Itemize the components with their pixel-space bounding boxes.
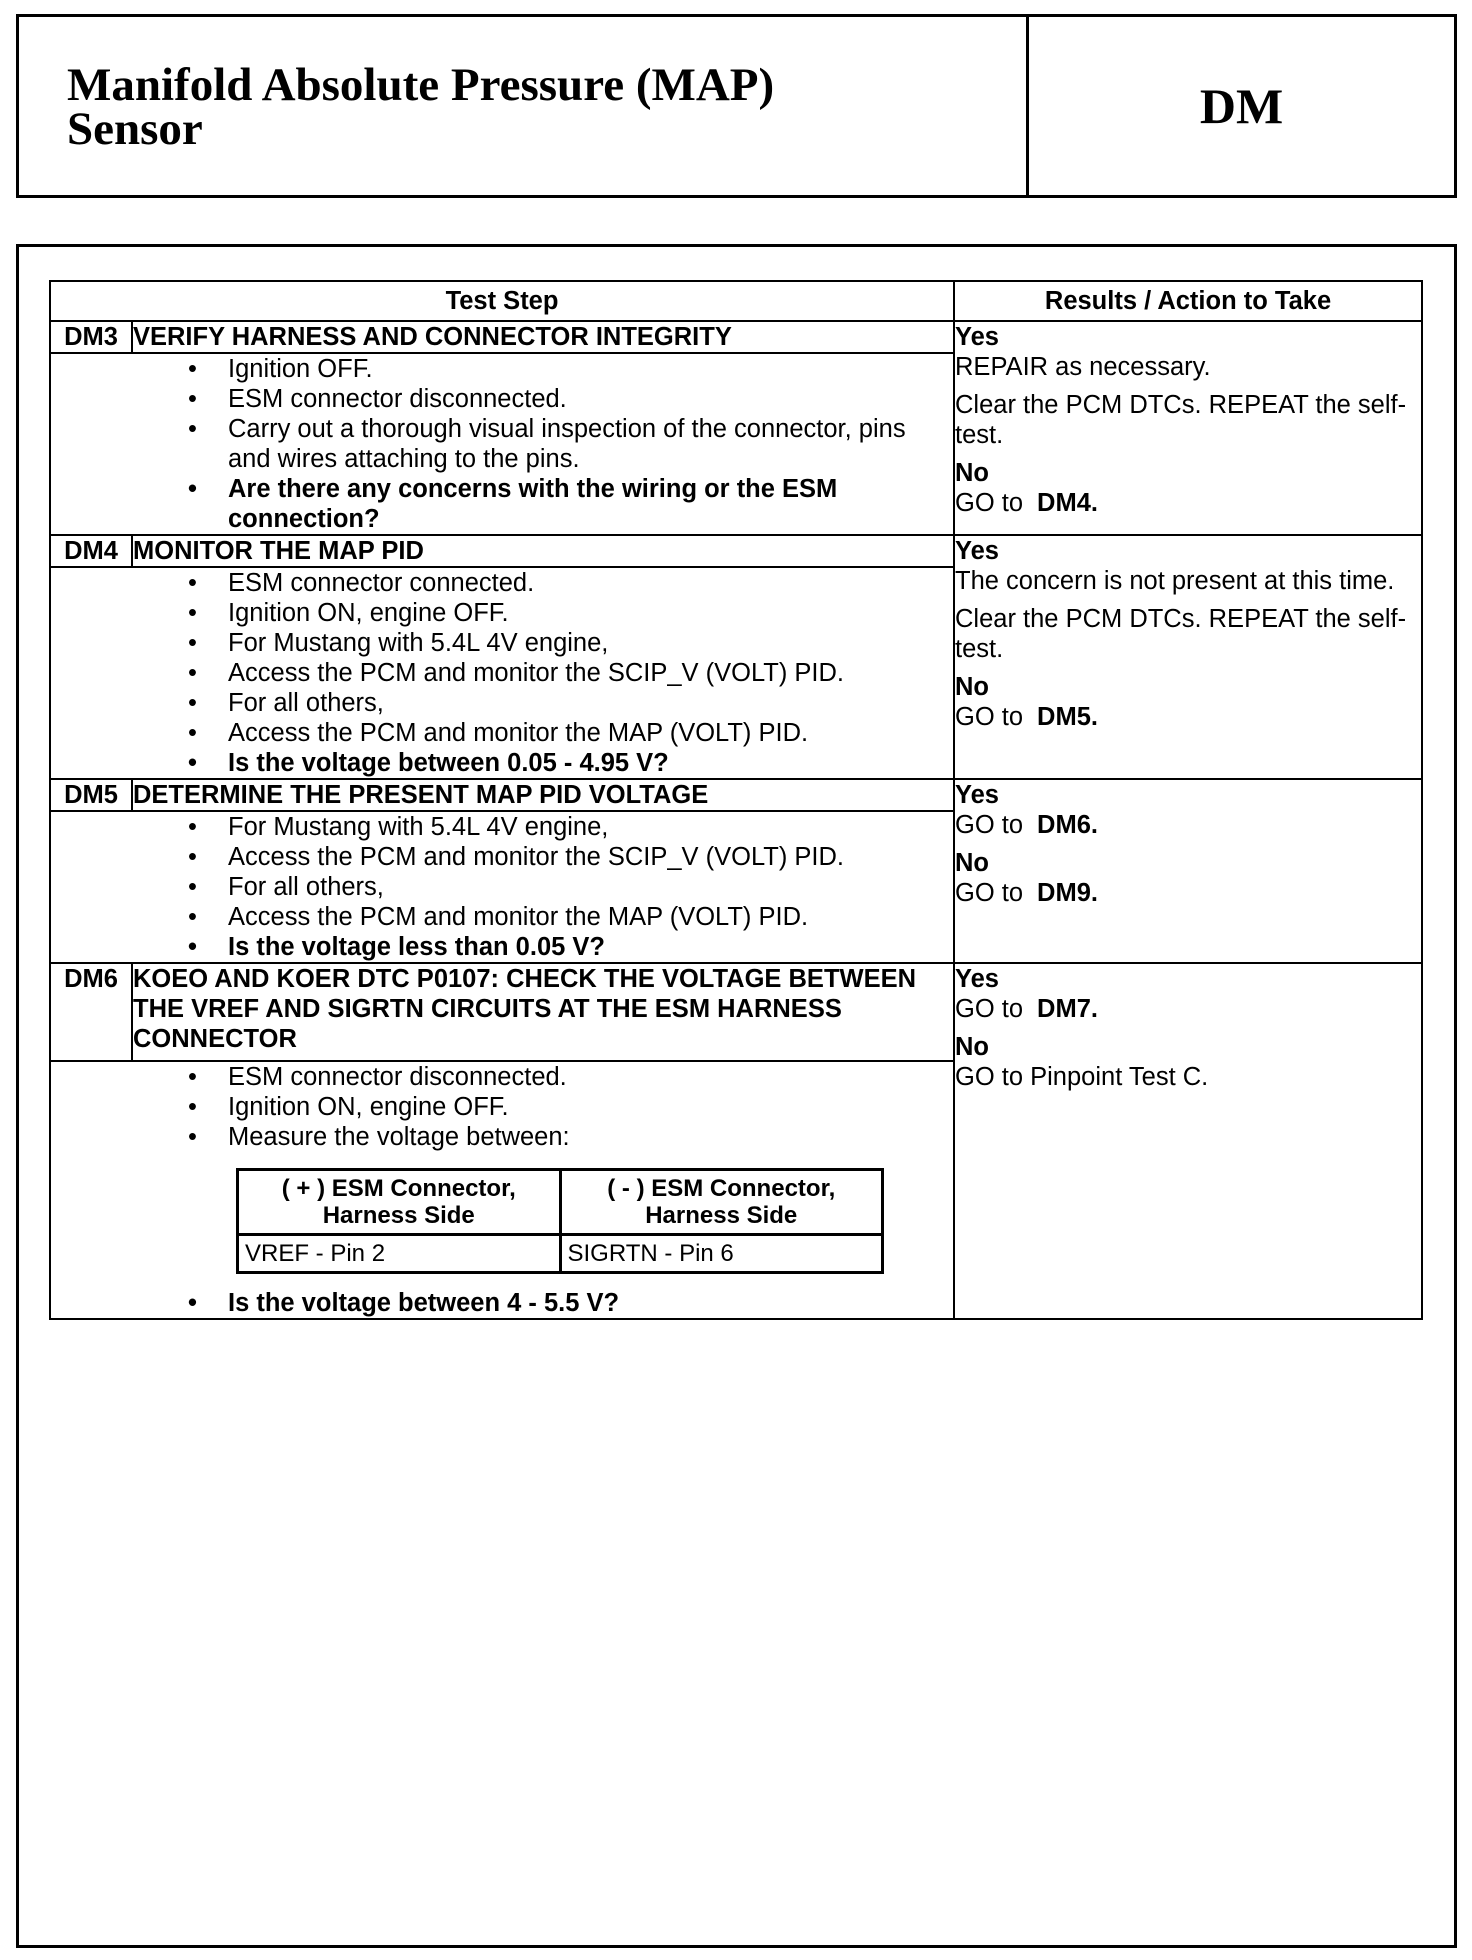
measure-header-plus: ( + ) ESM Connector, Harness Side: [238, 1170, 561, 1235]
result-text: REPAIR as necessary.: [955, 353, 1211, 381]
list-item: • Ignition ON, engine OFF.: [228, 1092, 953, 1122]
step-body: [132, 1061, 954, 1319]
step-question: • Is the voltage between 0.05 - 4.95 V?: [228, 748, 953, 778]
yes-result: [955, 780, 1421, 840]
list-item: • For all others,: [228, 872, 953, 902]
yes-result: [955, 536, 1421, 664]
list-item: • ESM connector disconnected.: [228, 1062, 953, 1092]
step-body: [132, 353, 954, 535]
goto-text: GO to: [955, 489, 1024, 517]
list-item: • Access the PCM and monitor the SCIP_V (VOLT) PID.: [228, 658, 953, 688]
step-body: [132, 567, 954, 779]
list-item: • Access the PCM and monitor the SCIP_V (VOLT) PID.: [228, 842, 953, 872]
list-item: • Access the PCM and monitor the MAP (VOLT) PID.: [228, 902, 953, 932]
step-code: DM3: [50, 321, 132, 353]
list-item: • Measure the voltage between:: [228, 1122, 953, 1152]
no-label: No: [955, 1033, 990, 1061]
measurement-table: [236, 1168, 884, 1274]
step-question: • Is the voltage between 4 - 5.5 V?: [228, 1288, 953, 1318]
goto-text: GO to: [955, 811, 1024, 839]
step-reference: DM4.: [1037, 489, 1098, 517]
yes-result: [955, 322, 1421, 450]
column-header-test-step: Test Step: [50, 281, 954, 321]
result-text: Clear the PCM DTCs. REPEAT the self-test.: [955, 605, 1407, 663]
no-label: No: [955, 673, 990, 701]
yes-result: [955, 964, 1421, 1024]
list-item: • ESM connector disconnected.: [228, 384, 953, 414]
column-header-results: Results / Action to Take: [954, 281, 1422, 321]
step-body: [132, 811, 954, 963]
goto-text: GO to: [955, 703, 1024, 731]
step-title-row: [50, 963, 1422, 1061]
goto-text: GO to: [955, 995, 1024, 1023]
yes-label: Yes: [955, 323, 999, 351]
list-item: • ESM connector connected.: [228, 568, 953, 598]
measure-header-minus: ( - ) ESM Connector, Harness Side: [560, 1170, 883, 1235]
step-instructions: [132, 1062, 953, 1152]
no-result: [955, 848, 1421, 908]
step-code: DM4: [50, 535, 132, 567]
yes-label: Yes: [955, 965, 999, 993]
step-title: VERIFY HARNESS AND CONNECTOR INTEGRITY: [132, 321, 954, 353]
result-text: The concern is not present at this time.: [955, 567, 1395, 595]
table-header-row: [50, 281, 1422, 321]
no-label: No: [955, 849, 990, 877]
step-result: [954, 963, 1422, 1319]
list-item: • For Mustang with 5.4L 4V engine,: [228, 628, 953, 658]
list-item: • Ignition OFF.: [228, 354, 953, 384]
step-code: DM5: [50, 779, 132, 811]
step-title: KOEO AND KOER DTC P0107: CHECK THE VOLTAGE BETWEEN THE VREF AND SIGRTN CIRCUITS AT THE ESM HARNESS CONNECTOR: [132, 963, 954, 1061]
test-step-table: [49, 280, 1423, 1320]
list-item: • Access the PCM and monitor the MAP (VOLT) PID.: [228, 718, 953, 748]
list-item: • Ignition ON, engine OFF.: [228, 598, 953, 628]
page-title: [67, 59, 987, 155]
step-title-row: [50, 779, 1422, 811]
yes-label: Yes: [955, 781, 999, 809]
step-question: • Are there any concerns with the wiring or the ESM connection?: [228, 474, 953, 534]
step-title-row: [50, 535, 1422, 567]
step-reference: DM7.: [1037, 995, 1098, 1023]
step-reference: DM6.: [1037, 811, 1098, 839]
step-title-row: [50, 321, 1422, 353]
step-result: [954, 535, 1422, 779]
list-item: • For all others,: [228, 688, 953, 718]
result-text: Clear the PCM DTCs. REPEAT the self-test.: [955, 391, 1407, 449]
title-line-2: Sensor: [67, 103, 203, 155]
step-reference: DM5.: [1037, 703, 1098, 731]
no-result: [955, 672, 1421, 732]
list-item: • For Mustang with 5.4L 4V engine,: [228, 812, 953, 842]
no-label: No: [955, 459, 990, 487]
step-question: • Is the voltage less than 0.05 V?: [228, 932, 953, 962]
step-title: DETERMINE THE PRESENT MAP PID VOLTAGE: [132, 779, 954, 811]
section-code: DM: [1199, 78, 1284, 134]
step-code: DM6: [50, 963, 132, 1061]
no-result: [955, 458, 1421, 518]
goto-text: GO to: [955, 879, 1024, 907]
title-line-1: Manifold Absolute Pressure (MAP): [67, 59, 775, 111]
measure-minus-value: SIGRTN - Pin 6: [560, 1235, 883, 1273]
measure-plus-value: VREF - Pin 2: [238, 1235, 561, 1273]
no-result: [955, 1032, 1421, 1092]
list-item: • Carry out a thorough visual inspection of the connector, pins and wires attaching to the pins.: [228, 414, 953, 474]
step-result: [954, 779, 1422, 963]
step-result: [954, 321, 1422, 535]
step-instructions: [132, 568, 953, 778]
step-title: MONITOR THE MAP PID: [132, 535, 954, 567]
yes-label: Yes: [955, 537, 999, 565]
step-reference: DM9.: [1037, 879, 1098, 907]
result-text: GO to Pinpoint Test C.: [955, 1063, 1209, 1091]
page-header: [16, 14, 1457, 198]
table-row: [238, 1235, 883, 1273]
step-instructions: [132, 812, 953, 962]
step-instructions: [132, 354, 953, 534]
